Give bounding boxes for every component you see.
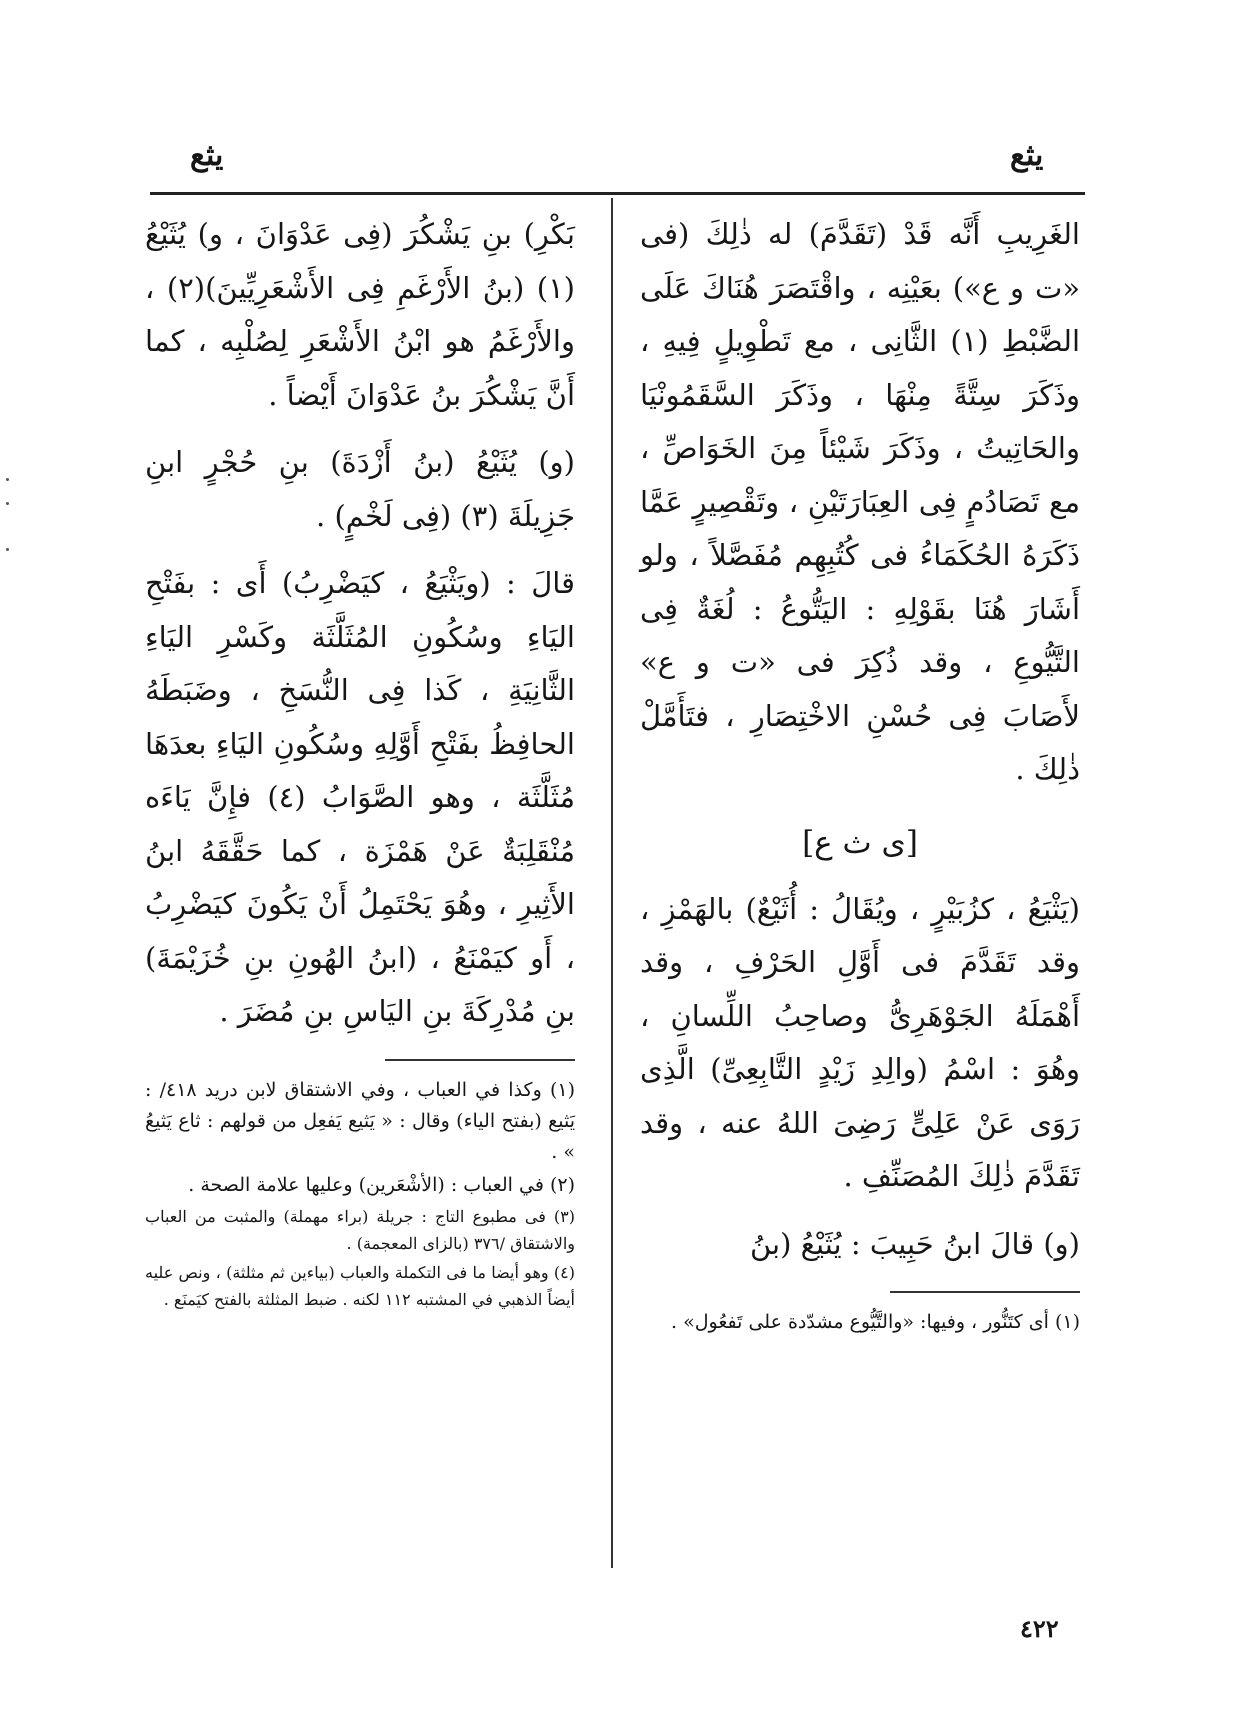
left-paragraph-1: بَكْرِ) بنِ يَشْكُرَ (فِى عَدْوَانَ ، و) يُثَيْعُ (١) (بنُ الأَرْغَمِ فِى الأَشْعَرِيِّينَ)(٢) ، والأَرْغَمُ هو ابْنُ الأَشْعَرِ لِصُلْبِه ، كما أَنَّ يَشْكُرَ بنُ عَدْوَانَ أَيْضاً . bbox=[145, 217, 575, 412]
scan-speck bbox=[6, 548, 9, 551]
left-footnote-4: (٤) وهو أيضا ما فى التكملة والعباب (بياءين ثم مثلثة) ، ونص عليه أيضاً الذهبي في المشتبه ١١٢ لكنه . ضبط المثلثة بالفتح كيَمنَع . bbox=[145, 1262, 575, 1309]
entry-heading: [ى ث ع] bbox=[802, 824, 918, 861]
left-paragraph-2: (و) يُثَيْعُ (بنُ أَزْدَةَ) بنِ حُجْرٍ ابنِ جَزِيلَةَ (٣) (فِى لَخْمٍ) . bbox=[145, 445, 575, 533]
scan-speck bbox=[6, 502, 9, 505]
column-divider bbox=[611, 198, 613, 1568]
left-footnote-2: (٢) في العباب : (الأشْعَرين) وعليها علامة الصحة . bbox=[188, 1173, 575, 1196]
header-rule bbox=[150, 192, 1085, 195]
running-head-right: يثع bbox=[1010, 138, 1044, 173]
page-number: ٤٢٢ bbox=[1020, 1614, 1059, 1643]
footnote-rule bbox=[890, 1291, 1080, 1293]
left-paragraph-3: قالَ : (ويَثْيَعُ ، كيَضْرِبُ) أَى : بفَتْحِ اليَاءِ وسُكُونِ المُثَلَّثَة وكَسْرِ اليَاءِ الثَّانِيَةِ ، كَذا فِى النُّسَخِ ، وضَبَطَهُ الحافِظُ بفَتْحِ أَوَّلِهِ وسُكُونِ اليَاءِ بعدَهَا مُثَلَّثَة ، وهو الصَّوَابُ (٤) فإِنَّ يَاءَه مُنْقَلِبَةٌ عَنْ هَمْزَة ، كما حَقَّقَهُ ابنُ الأَثِيرِ ، وهُوَ يَحْتَمِلُ أَنْ يَكُونَ كيَضْرِبُ ، أَو كيَمْنَعُ ، (ابنُ الهُونِ بنِ خُزَيْمَةَ) بنِ مُدْرِكَةَ بنِ اليَاسِ بنِ مُضَرَ . bbox=[145, 566, 576, 1028]
footnote-rule bbox=[385, 1059, 575, 1061]
right-paragraph-3: (و) قالَ ابنُ حَبِيبَ : يُثَيْعُ (بنُ bbox=[749, 1226, 1080, 1261]
right-paragraph-2: (يَثْيَعُ ، كزُبَيْرٍ ، ويُقَالُ : أُثَيْعٌ) بالهَمْزِ ، وقد تَقَدَّمَ فى أَوَّلِ الحَرْفِ ، وقد أَهْمَلَهُ الجَوْهَرِىُّ وصاحِبُ اللِّسانِ ، وهُوَ : اسْمُ (والِدِ زَيْدٍ التَّابِعِىِّ) الَّذِى رَوَى عَنْ عَلِىٍّ رَضِىَ اللهُ عنه ، وقد تَقَدَّمَ ذٰلِكَ المُصَنِّفِ . bbox=[640, 891, 1080, 1193]
right-footnote-1: (١) أى كتَنُّور ، وفيها: «والتَّيُّوع مشدّدة على تَفعُول» . bbox=[671, 1311, 1080, 1333]
running-head-left: يثع bbox=[190, 138, 224, 173]
right-column bbox=[640, 208, 1080, 1340]
scan-speck bbox=[6, 478, 9, 481]
right-paragraph-1: الغَرِيبِ أَنَّه قَدْ (تَقَدَّمَ) له ذٰلِكَ (فى «ت و ع») بعَيْنِه ، واقْتَصَرَ هُنَاكَ عَلَى الضَّبْطِ (١) الثَّانِى ، مع تَطْوِيلٍ فِيهِ ، وذَكَرَ سِتَّةً مِنْهَا ، وذَكَرَ السَّقَمُونْيَا والحَاتِيتُ ، وذَكَرَ شَيْئاً مِنَ الخَوَاصِّ ، مع تَصَادُمٍ فِى العِبَارَتَيْنِ ، وتَقْصِيرٍ عَمَّا ذَكَرَهُ الحُكَمَاءُ فى كُتُبِهِم مُفَصَّلاً ، ولو أَشَارَ هُنَا بقَوْلِهِ : اليَتُّوعُ : لُغَةٌ فِى التَّيُّوعِ ، وقد ذُكِرَ فى «ت و ع» لأَصَابَ فِى حُسْنِ الاخْتِصَارِ ، فتَأَمَّلْ ذٰلِكَ . bbox=[640, 217, 1080, 786]
left-footnote-1: (١) وكذا في العباب ، وفي الاشتقاق لابن دريد ٤١٨/ : يَثيع (بفتح الياء) وقال : « يَثيع يَفعِل من قولهم : ثاع يَثيعُ » . bbox=[145, 1078, 575, 1163]
left-footnote-3: (٣) فى مطبوع التاج : جريلة (براء مهملة) والمثبت من العباب والاشتقاق /٣٧٦ (بالزاى المعجمة) . bbox=[145, 1206, 575, 1253]
left-column bbox=[145, 208, 575, 1315]
